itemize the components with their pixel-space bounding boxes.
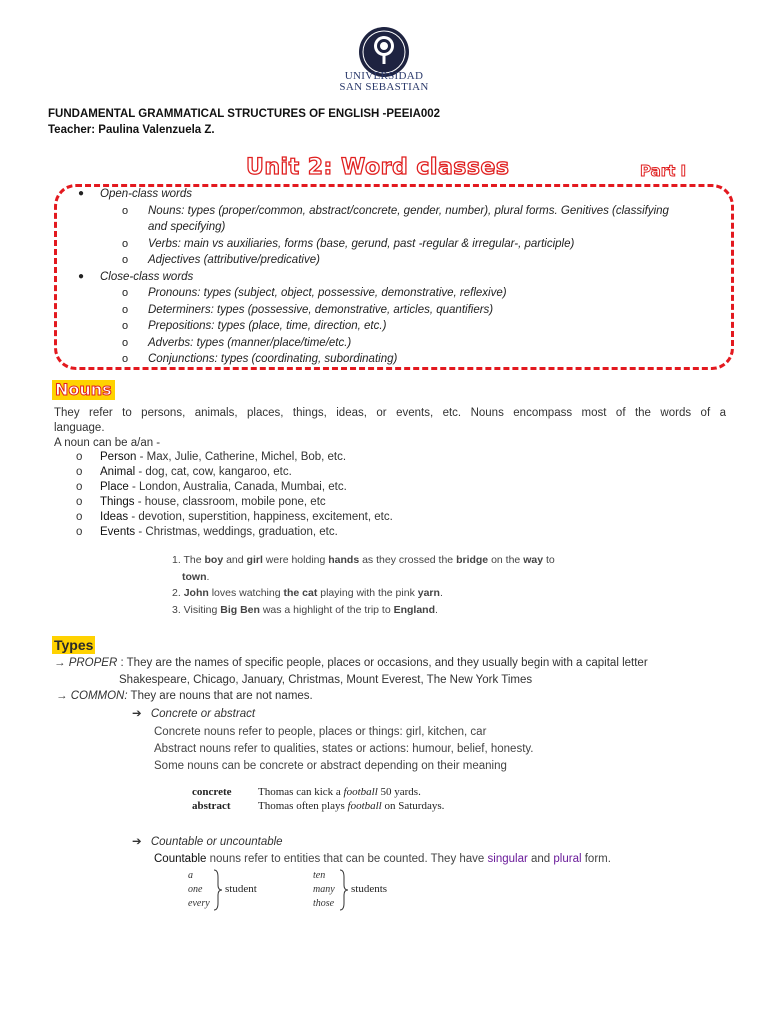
outline-item-text: Adjectives (attributive/predicative)	[148, 254, 320, 266]
list-item-term: Animal	[100, 466, 136, 478]
list-item	[76, 495, 676, 510]
outline-item-text: Prepositions: types (place, time, direction, etc.)	[148, 320, 387, 332]
university-line-1: UNIVERSIDAD	[344, 70, 424, 82]
outline-item-text: Pronouns: types (subject, object, possessive, demonstrative, reflexive)	[148, 287, 507, 299]
list-item	[76, 525, 676, 540]
nouns-intro-line: language.	[54, 422, 105, 434]
outline-item	[78, 285, 728, 302]
outline-item	[78, 302, 728, 319]
circle-bullet-icon: o	[122, 254, 129, 266]
list-item-text: - Christmas, weddings, graduation, etc.	[135, 526, 338, 538]
list-item-text: - London, Australia, Canada, Mumbai, etc.	[128, 481, 347, 493]
teacher-name: Teacher: Paulina Valenzuela Z.	[48, 124, 215, 136]
outline-item	[78, 236, 728, 253]
outline-item-text: Conjunctions: types (coordinating, subordinating)	[148, 353, 398, 365]
nouns-intro-line: They refer to persons, animals, places, things, ideas, or events, etc. Nouns encompass most of the words of a	[54, 407, 726, 419]
countable-heading-text: Countable or uncountable	[150, 836, 283, 848]
outline-item-continued	[78, 219, 728, 236]
list-item	[76, 465, 676, 480]
noun-kinds-list	[76, 450, 676, 540]
concrete-heading-text: Concrete or abstract	[150, 708, 256, 720]
list-item-term: Ideas	[100, 511, 129, 523]
countable-heading	[132, 835, 283, 850]
list-item	[76, 480, 676, 495]
circle-bullet-icon: o	[76, 496, 83, 508]
concrete-abstract-examples	[192, 785, 444, 813]
circle-bullet-icon: o	[122, 237, 129, 250]
outline-item	[78, 318, 728, 335]
list-item-text: - dog, cat, cow, kangaroo, etc.	[135, 466, 292, 478]
outline-list	[78, 186, 728, 368]
proper-examples: Shakespeare, Chicago, January, Christmas, Mount Everest, The New York Times	[119, 674, 533, 686]
circle-bullet-icon: o	[122, 204, 129, 217]
concrete-line: Abstract nouns refer to qualities, states or actions: humour, belief, honesty.	[154, 743, 534, 755]
circle-bullet-icon: o	[76, 526, 83, 538]
singular-noun: student	[225, 883, 257, 895]
list-item-text: - Max, Julie, Catherine, Michel, Bob, etc.	[136, 451, 347, 463]
outline-item	[78, 203, 728, 220]
plural-brace-icon	[339, 869, 349, 911]
types-heading: Types	[54, 637, 94, 653]
circle-bullet-icon: o	[122, 336, 129, 349]
bold-arrow-icon: ➔	[132, 836, 142, 848]
proper-label: PROPER	[68, 657, 118, 669]
example-sentence-3: 3. Visiting Big Ben was a highlight of the trip to England.	[172, 603, 438, 616]
circle-bullet-icon: o	[122, 303, 129, 316]
concrete-line: Some nouns can be concrete or abstract depending on their meaning	[154, 760, 507, 772]
circle-bullet-icon: o	[76, 451, 83, 463]
university-line-2: SAN SEBASTIAN	[339, 81, 429, 93]
common-text: They are nouns that are not names.	[127, 690, 313, 702]
unit-title: Unit 2: Word classes	[246, 155, 510, 180]
common-definition	[56, 689, 313, 704]
countable-description: Countable nouns refer to entities that can be counted. They have singular and plural form.	[154, 853, 611, 865]
circle-bullet-icon: o	[76, 481, 83, 493]
singular-brace-icon	[213, 869, 223, 911]
list-item-text: - house, classroom, mobile pone, etc	[134, 496, 326, 508]
example-sentence-2: 2. John loves watching the cat playing with the pink yarn.	[172, 587, 443, 599]
plural-noun: students	[351, 883, 388, 895]
circle-bullet-icon: o	[122, 287, 129, 299]
outline-item-text: Nouns: types (proper/common, abstract/concrete, gender, number), plural forms. Genitives (classifying	[148, 204, 669, 217]
plural-determiners: ten many those	[313, 870, 335, 909]
singular-determiners: a one every	[188, 870, 210, 909]
outline-item-text: Determiners: types (possessive, demonstrative, articles, quantifiers)	[148, 303, 494, 316]
example-sentence-1-continued: town.	[182, 570, 210, 583]
outline-item	[78, 335, 728, 352]
proper-text: : They are the names of specific people, places or occasions, and they usually begin with a capital letter	[117, 657, 648, 669]
circle-bullet-icon: o	[122, 320, 129, 332]
outline-item-text: Adverbs: types (manner/place/time/etc.)	[148, 336, 352, 349]
open-class-heading: Open-class words	[100, 188, 193, 200]
circle-bullet-icon: o	[122, 353, 129, 365]
university-name	[300, 71, 468, 93]
bullet-icon: ●	[78, 270, 85, 282]
nouns-intro-line: A noun can be a/an -	[54, 437, 161, 449]
example-abstract: abstract Thomas often plays football on Saturdays.	[192, 800, 445, 812]
example-concrete: concrete Thomas can kick a football 50 yards.	[192, 786, 421, 798]
example-sentence-1: 1. The boy and girl were holding hands as they crossed the bridge on the way to	[172, 554, 555, 566]
concrete-line: Concrete nouns refer to people, places or things: girl, kitchen, car	[154, 726, 487, 738]
list-item-term: Person	[100, 451, 137, 463]
outline-close-class	[78, 269, 728, 286]
circle-bullet-icon: o	[76, 466, 83, 478]
list-item	[76, 450, 676, 465]
outline-item-text: Verbs: main vs auxiliaries, forms (base, gerund, past -regular & irregular-, participle)	[148, 237, 575, 250]
bullet-icon: ●	[78, 188, 85, 199]
list-item	[76, 510, 676, 525]
arrow-right-icon: →	[54, 657, 66, 669]
noun-examples	[172, 552, 602, 618]
outline-item-text: and specifying)	[148, 221, 226, 233]
course-title: FUNDAMENTAL GRAMMATICAL STRUCTURES OF ENGLISH -PEEIA002	[48, 108, 441, 120]
concrete-description	[154, 724, 714, 775]
nouns-intro	[54, 406, 726, 451]
outline-item	[78, 351, 728, 368]
concrete-heading	[132, 707, 255, 722]
list-item-term: Things	[100, 496, 135, 508]
list-item-text: - devotion, superstition, happiness, excitement, etc.	[128, 511, 393, 523]
unit-part: Part I	[640, 162, 687, 180]
list-item-term: Place	[100, 481, 129, 493]
circle-bullet-icon: o	[76, 511, 83, 523]
proper-definition	[54, 656, 754, 671]
nouns-heading: Nouns	[52, 380, 115, 400]
common-label: COMMON:	[70, 690, 128, 702]
list-item-term: Events	[100, 526, 136, 538]
arrow-right-icon: →	[56, 690, 68, 702]
bold-arrow-icon: ➔	[132, 708, 142, 720]
close-class-heading: Close-class words	[100, 270, 194, 283]
outline-open-class	[78, 186, 728, 203]
outline-item	[78, 252, 728, 269]
